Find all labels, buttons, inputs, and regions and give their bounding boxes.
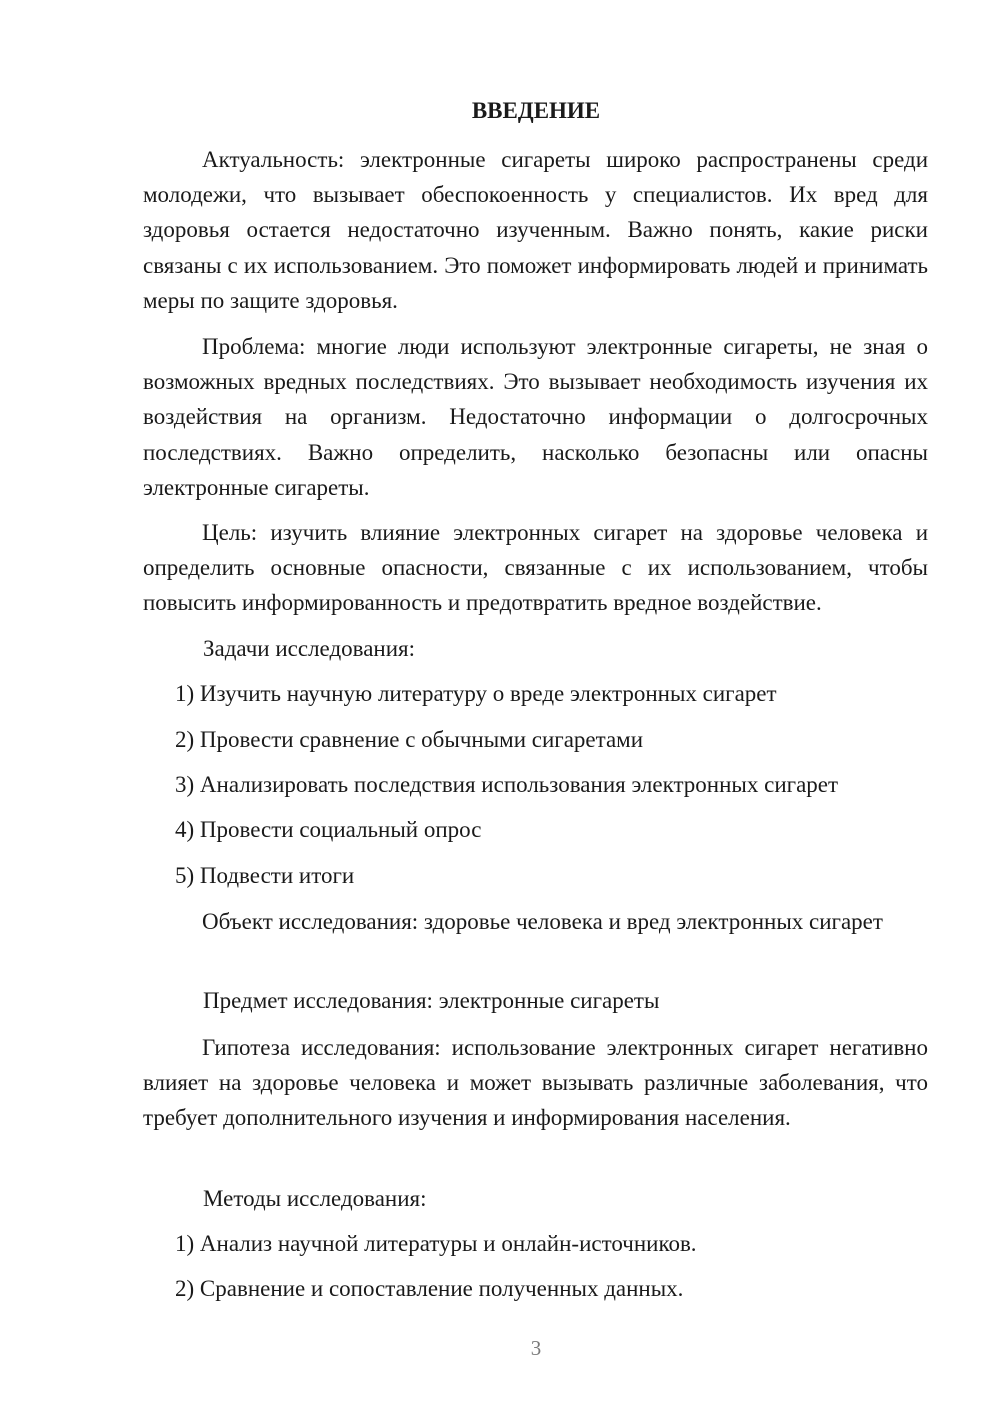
task-item: 4) Провести социальный опрос [175, 817, 482, 842]
hypothesis-paragraph: Гипотеза исследования: использование электронных сигарет негативно влияет на здоровье человека и может вызывать различные заболевания, что требует дополнительного изучения и информирования населения. [143, 1035, 928, 1131]
method-item: 1) Анализ научной литературы и онлайн-источников. [175, 1231, 697, 1256]
task-item: 5) Подвести итоги [175, 863, 355, 888]
tasks-title: Задачи исследования: [203, 636, 416, 661]
subject-line: Предмет исследования: электронные сигареты [203, 988, 660, 1013]
task-item: 2) Провести сравнение с обычными сигаретами [175, 727, 644, 752]
goal-paragraph: Цель: изучить влияние электронных сигарет на здоровье человека и определить основные опасности, связанные с их использованием, чтобы повысить информированность и предотвратить вредное воздействие. [143, 520, 928, 616]
relevance-paragraph: Актуальность: электронные сигареты широко распространены среди молодежи, что вызывает обеспокоенность у специалистов. Их вред для здоровья остается недостаточно изученным. Важно понять, какие риски связаны с их использованием. Это поможет информировать людей и принимать меры по защите здоровья. [143, 147, 928, 313]
task-item: 3) Анализировать последствия использования электронных сигарет [175, 772, 839, 797]
object-paragraph: Объект исследования: здоровье человека и вред электронных сигарет [202, 909, 883, 934]
problem-paragraph: Проблема: многие люди используют электронные сигареты, не зная о возможных вредных последствиях. Это вызывает необходимость изучения их воздействия на организм. Недостаточно информации о долгосрочных последствиях. Важно определить, насколько безопасны или опасны электронные сигареты. [143, 334, 928, 500]
task-item: 1) Изучить научную литературу о вреде электронных сигарет [175, 681, 777, 706]
method-item: 2) Сравнение и сопоставление полученных данных. [175, 1276, 684, 1301]
page-number: 3 [530, 1336, 542, 1360]
methods-title: Методы исследования: [203, 1186, 427, 1211]
section-heading: ВВЕДЕНИЕ [471, 98, 601, 123]
